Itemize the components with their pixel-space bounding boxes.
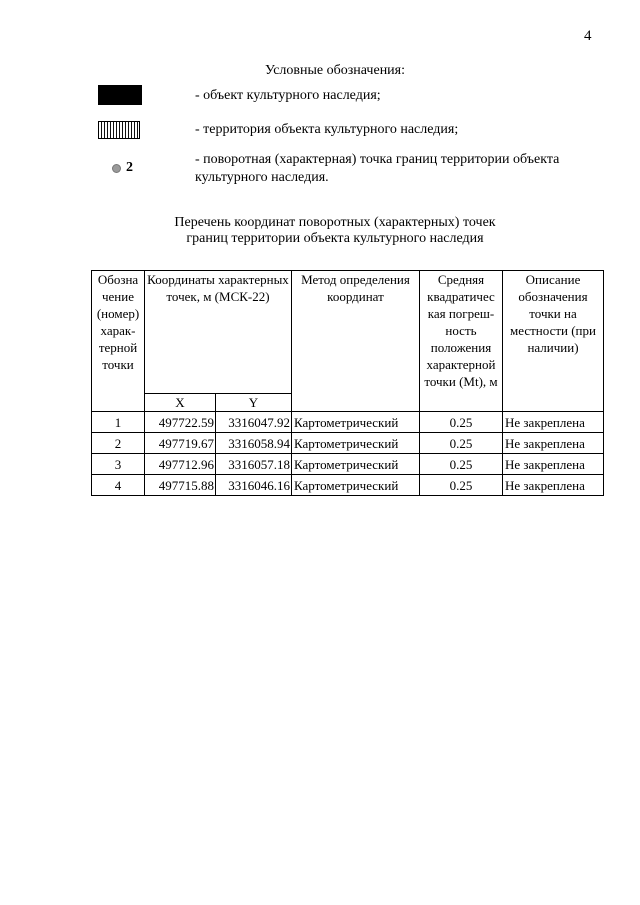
header-designation: Обозна чение (номер) харак- терной точки bbox=[92, 271, 145, 412]
mean-error-cell: 0.25 bbox=[420, 475, 503, 496]
legend-item-turning-point: - поворотная (характерная) точка границ территории объекта культурного наследия. bbox=[195, 152, 560, 185]
point-marker-icon bbox=[112, 164, 121, 173]
header-y: Y bbox=[216, 394, 292, 412]
legend-item-heritage-territory: - территория объекта культурного наследия; bbox=[195, 122, 459, 137]
x-coordinate-cell: 497715.88 bbox=[145, 475, 216, 496]
point-number-cell: 2 bbox=[92, 433, 145, 454]
description-cell: Не закреплена bbox=[503, 475, 604, 496]
description-cell: Не закреплена bbox=[503, 454, 604, 475]
description-cell: Не закреплена bbox=[503, 412, 604, 433]
table-row bbox=[92, 433, 604, 454]
coordinates-list-title bbox=[0, 215, 640, 247]
mean-error-cell: 0.25 bbox=[420, 412, 503, 433]
x-coordinate-cell: 497722.59 bbox=[145, 412, 216, 433]
y-coordinate-cell: 3316058.94 bbox=[216, 433, 292, 454]
header-mean-error: Средняя квадратичес кая погреш- ность положения характерной точки (Mt), м bbox=[420, 271, 503, 412]
x-coordinate-cell: 497719.67 bbox=[145, 433, 216, 454]
method-cell: Картометрический bbox=[292, 412, 420, 433]
method-cell: Картометрический bbox=[292, 475, 420, 496]
description-cell: Не закреплена bbox=[503, 433, 604, 454]
list-title-line-1: Перечень координат поворотных (характерных) точек bbox=[174, 215, 496, 230]
y-coordinate-cell: 3316047.92 bbox=[216, 412, 292, 433]
x-coordinate-cell: 497712.96 bbox=[145, 454, 216, 475]
page-number: 4 bbox=[584, 28, 592, 44]
method-cell: Картометрический bbox=[292, 454, 420, 475]
header-x: X bbox=[145, 394, 216, 412]
mean-error-cell: 0.25 bbox=[420, 433, 503, 454]
table-row bbox=[92, 454, 604, 475]
y-coordinate-cell: 3316046.16 bbox=[216, 475, 292, 496]
heritage-territory-hatch-icon bbox=[98, 121, 140, 139]
coordinates-table bbox=[91, 270, 604, 496]
point-marker-label: 2 bbox=[126, 160, 133, 175]
y-coordinate-cell: 3316057.18 bbox=[216, 454, 292, 475]
cultural-heritage-object-symbol-icon bbox=[98, 85, 142, 105]
header-description: Описание обозначения точки на местности (при наличии) bbox=[503, 271, 604, 412]
legend-item-heritage-object: - объект культурного наследия; bbox=[195, 88, 381, 103]
header-coordinates: Координаты характерных точек, м (МСК-22) bbox=[145, 271, 292, 394]
point-number-cell: 3 bbox=[92, 454, 145, 475]
table-row bbox=[92, 412, 604, 433]
list-title-line-2: границ территории объекта культурного наследия bbox=[186, 231, 484, 246]
mean-error-cell: 0.25 bbox=[420, 454, 503, 475]
header-method: Метод определения координат bbox=[292, 271, 420, 412]
legend-title: Условные обозначения: bbox=[264, 63, 406, 78]
turning-point-symbol bbox=[112, 160, 133, 176]
point-number-cell: 1 bbox=[92, 412, 145, 433]
point-number-cell: 4 bbox=[92, 475, 145, 496]
method-cell: Картометрический bbox=[292, 433, 420, 454]
table-row bbox=[92, 475, 604, 496]
